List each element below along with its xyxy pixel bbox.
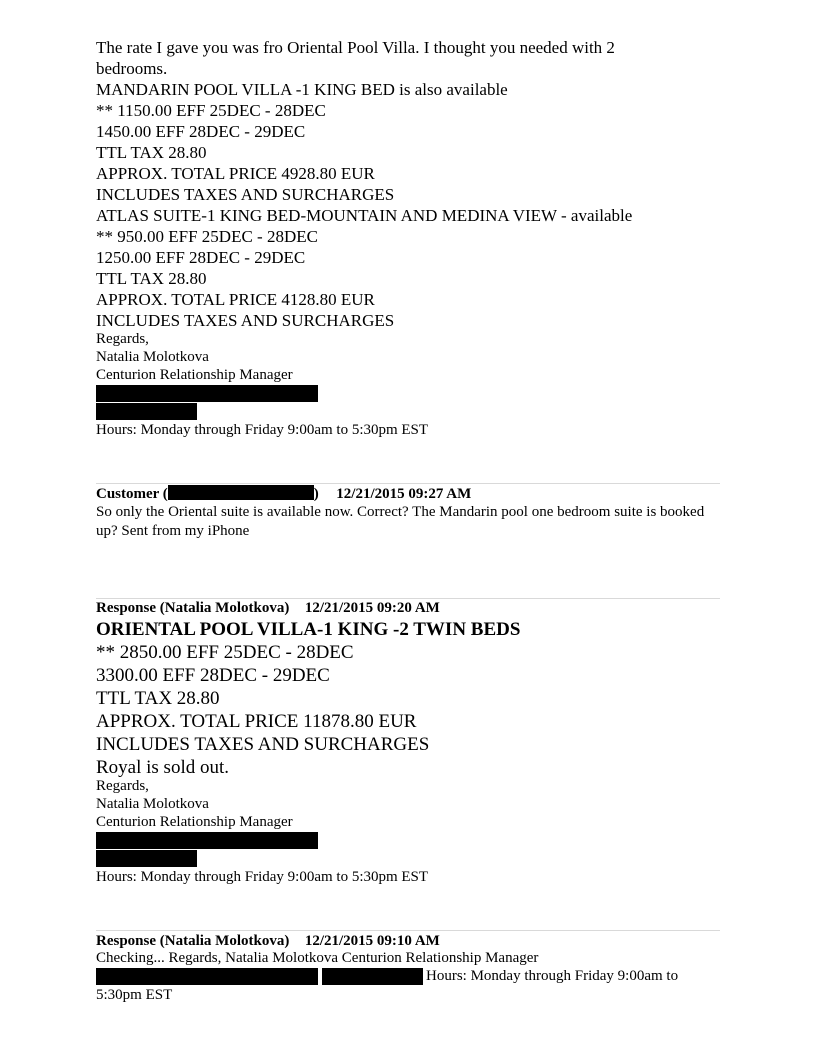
text-line: TTL TAX 28.80 xyxy=(96,143,207,162)
message-timestamp: 12/21/2015 09:27 AM xyxy=(336,486,472,502)
text-line: APPROX. TOTAL PRICE 4928.80 EUR xyxy=(96,164,375,183)
header-sender-close: ) xyxy=(313,486,319,502)
text-line: APPROX. TOTAL PRICE 11878.80 EUR xyxy=(96,711,417,732)
text-line: TTL TAX 28.80 xyxy=(96,688,220,709)
text-line: INCLUDES TAXES AND SURCHARGES xyxy=(96,734,430,755)
message-body-line: Hours: Monday through Friday 9:00am to xyxy=(426,968,679,984)
header-sender: Response (Natalia Molotkova) xyxy=(96,600,290,616)
text-line: 1450.00 EFF 28DEC - 29DEC xyxy=(96,122,306,141)
text-line: ** 1150.00 EFF 25DEC - 28DEC xyxy=(96,101,326,120)
redaction-bar xyxy=(322,968,423,985)
signature-regards: Regards, xyxy=(96,778,149,794)
text-line: ** 950.00 EFF 25DEC - 28DEC xyxy=(96,227,318,246)
message-timestamp: 12/21/2015 09:10 AM xyxy=(304,933,440,949)
signature-hours: Hours: Monday through Friday 9:00am to 5:30pm EST xyxy=(96,869,429,885)
signature-name: Natalia Molotkova xyxy=(96,349,209,365)
text-line: ATLAS SUITE-1 KING BED-MOUNTAIN AND MEDINA VIEW - available xyxy=(96,206,633,225)
message-body-line: Checking... Regards, Natalia Molotkova Centurion Relationship Manager xyxy=(96,950,539,966)
redaction-bar xyxy=(96,403,197,420)
message-header xyxy=(96,599,440,617)
message-body-line: 5:30pm EST xyxy=(96,987,173,1003)
redaction-bar xyxy=(168,485,314,500)
redaction-bar xyxy=(96,968,318,985)
message-header xyxy=(96,485,471,503)
text-line: TTL TAX 28.80 xyxy=(96,269,207,288)
signature-title: Centurion Relationship Manager xyxy=(96,367,293,383)
message-timestamp: 12/21/2015 09:20 AM xyxy=(304,600,440,616)
text-line: bedrooms. xyxy=(96,59,168,78)
divider xyxy=(96,483,720,484)
text-line: APPROX. TOTAL PRICE 4128.80 EUR xyxy=(96,290,375,309)
text-line: ** 2850.00 EFF 25DEC - 28DEC xyxy=(96,642,354,663)
text-line: INCLUDES TAXES AND SURCHARGES xyxy=(96,185,395,204)
redaction-bar xyxy=(96,832,318,849)
text-line: MANDARIN POOL VILLA -1 KING BED is also available xyxy=(96,80,508,99)
header-sender: Customer ( xyxy=(96,486,168,502)
text-line: Royal is sold out. xyxy=(96,757,230,778)
signature-regards: Regards, xyxy=(96,331,149,347)
text-line: The rate I gave you was fro Oriental Pool Villa. I thought you needed with 2 xyxy=(96,38,615,57)
signature-name: Natalia Molotkova xyxy=(96,796,209,812)
redaction-bar xyxy=(96,385,318,402)
text-line: INCLUDES TAXES AND SURCHARGES xyxy=(96,311,395,330)
text-line: 1250.00 EFF 28DEC - 29DEC xyxy=(96,248,306,267)
message-header xyxy=(96,932,440,950)
signature-hours: Hours: Monday through Friday 9:00am to 5:30pm EST xyxy=(96,422,429,438)
room-heading: ORIENTAL POOL VILLA-1 KING -2 TWIN BEDS xyxy=(96,619,521,640)
signature-title: Centurion Relationship Manager xyxy=(96,814,293,830)
redaction-bar xyxy=(96,850,197,867)
header-sender: Response (Natalia Molotkova) xyxy=(96,933,290,949)
text-line: 3300.00 EFF 28DEC - 29DEC xyxy=(96,665,330,686)
message-body: So only the Oriental suite is available now. Correct? The Mandarin pool one bedroom suite is booked up? Sent from my iPhone xyxy=(96,504,705,539)
divider xyxy=(96,930,720,931)
